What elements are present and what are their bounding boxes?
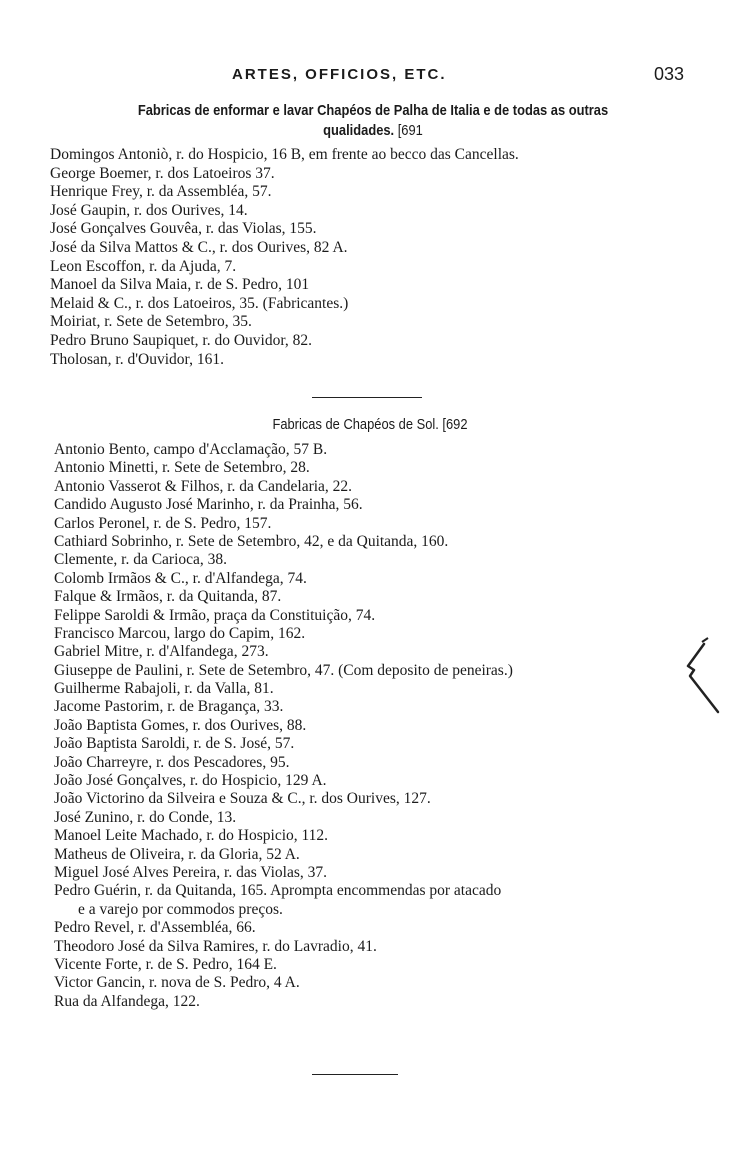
heading-reference: [692 xyxy=(442,416,468,433)
heading-line-2-text: qualidades. xyxy=(323,122,395,139)
section-divider xyxy=(312,397,422,398)
list-item: Pedro Bruno Saupiquet, r. do Ouvidor, 82. xyxy=(50,331,313,349)
running-title: ARTES, OFFICIOS, ETC. xyxy=(232,66,447,83)
list-item: João Charreyre, r. dos Pescadores, 95. xyxy=(54,753,290,771)
page-number: 033 xyxy=(653,64,684,84)
list-item: Antonio Bento, campo d'Acclamação, 57 B. xyxy=(54,441,328,458)
list-item: José Zunino, r. do Conde, 13. xyxy=(54,808,237,826)
list-item: José Gaupin, r. dos Ourives, 14. xyxy=(50,201,248,219)
list-item: Candido Augusto José Marinho, r. da Prainha, 56. xyxy=(54,496,363,514)
heading-line-1: Fabricas de enformar e lavar Chapéos de Palha de Italia e de todas as outras xyxy=(137,102,609,119)
list-item: João Baptista Saroldi, r. de S. José, 57. xyxy=(54,735,295,753)
list-item: Moiriat, r. Sete de Setembro, 35. xyxy=(50,313,252,331)
list-item: João Baptista Gomes, r. dos Ourives, 88. xyxy=(54,716,307,734)
list-item: João José Gonçalves, r. do Hospicio, 129 A. xyxy=(54,772,327,790)
list-item: Henrique Frey, r. da Assembléa, 57. xyxy=(50,183,272,201)
list-item: Gabriel Mitre, r. d'Alfandega, 273. xyxy=(54,643,269,661)
list-item: Antonio Vasserot & Filhos, r. da Candelaria, 22. xyxy=(54,477,353,495)
list-item: Tholosan, r. d'Ouvidor, 161. xyxy=(50,350,224,368)
list-item: Manoel da Silva Maia, r. de S. Pedro, 101 xyxy=(50,276,310,294)
list-item: Victor Gancin, r. nova de S. Pedro, 4 A. xyxy=(54,974,300,992)
list-item: Theodoro José da Silva Ramires, r. do Lavradio, 41. xyxy=(54,937,377,955)
list-item: George Boemer, r. dos Latoeiros 37. xyxy=(50,164,275,182)
list-item: José da Silva Mattos & C., r. dos Ourives, 82 A. xyxy=(50,238,348,256)
page-header xyxy=(0,66,736,90)
heading-reference: [691 xyxy=(397,122,423,139)
list-item: Pedro Revel, r. d'Assembléa, 66. xyxy=(54,919,256,937)
list-item: Rua da Alfandega, 122. xyxy=(54,992,200,1010)
list-item-continuation: e a varejo por commodos preços. xyxy=(78,900,283,918)
entry-list-umbrellas xyxy=(54,441,513,1011)
list-item: Antonio Minetti, r. Sete de Setembro, 28. xyxy=(54,459,310,477)
section-heading-straw-hats xyxy=(76,101,669,141)
list-item: Colomb Irmãos & C., r. d'Alfandega, 74. xyxy=(54,569,307,587)
list-item: Cathiard Sobrinho, r. Sete de Setembro, 42, e da Quitanda, 160. xyxy=(54,532,449,550)
list-item: Domingos Antoniò, r. do Hospicio, 16 B, em frente ao becco das Cancellas. xyxy=(50,146,519,163)
list-item: Leon Escoffon, r. da Ajuda, 7. xyxy=(50,257,237,275)
list-item: Giuseppe de Paulini, r. Sete de Setembro, 47. (Com deposito de peneiras.) xyxy=(54,661,513,679)
list-item: Vicente Forte, r. de S. Pedro, 164 E. xyxy=(54,955,277,973)
list-item: Francisco Marcou, largo do Capim, 162. xyxy=(54,624,306,642)
list-item: Felippe Saroldi & Irmão, praça da Constituição, 74. xyxy=(54,606,376,624)
list-item: Pedro Guérin, r. da Quitanda, 165. Aprompta encommendas por atacado xyxy=(54,882,502,900)
heading-line-2 xyxy=(76,121,669,141)
list-item: Carlos Peronel, r. de S. Pedro, 157. xyxy=(54,514,272,532)
heading-text: Fabricas de Chapéos de Sol. xyxy=(272,416,439,433)
list-item: João Victorino da Silveira e Souza & C., r. dos Ourives, 127. xyxy=(54,790,431,808)
list-item: Matheus de Oliveira, r. da Gloria, 52 A. xyxy=(54,845,300,863)
list-item: Falque & Irmãos, r. da Quitanda, 87. xyxy=(54,588,282,606)
list-item: Manoel Leite Machado, r. do Hospicio, 112. xyxy=(54,827,329,845)
list-item: Jacome Pastorim, r. de Bragança, 33. xyxy=(54,698,284,716)
list-item: Clemente, r. da Carioca, 38. xyxy=(54,551,228,569)
section-heading-umbrellas xyxy=(155,415,585,435)
list-item: José Gonçalves Gouvêa, r. das Violas, 155. xyxy=(50,220,317,238)
margin-pencil-mark-icon xyxy=(684,636,728,716)
list-item: Miguel José Alves Pereira, r. das Violas, 37. xyxy=(54,863,328,881)
list-item: Melaid & C., r. dos Latoeiros, 35. (Fabricantes.) xyxy=(50,294,349,312)
list-item: Guilherme Rabajoli, r. da Valla, 81. xyxy=(54,680,274,698)
end-divider xyxy=(312,1074,398,1075)
entry-list-straw-hats xyxy=(50,146,519,369)
